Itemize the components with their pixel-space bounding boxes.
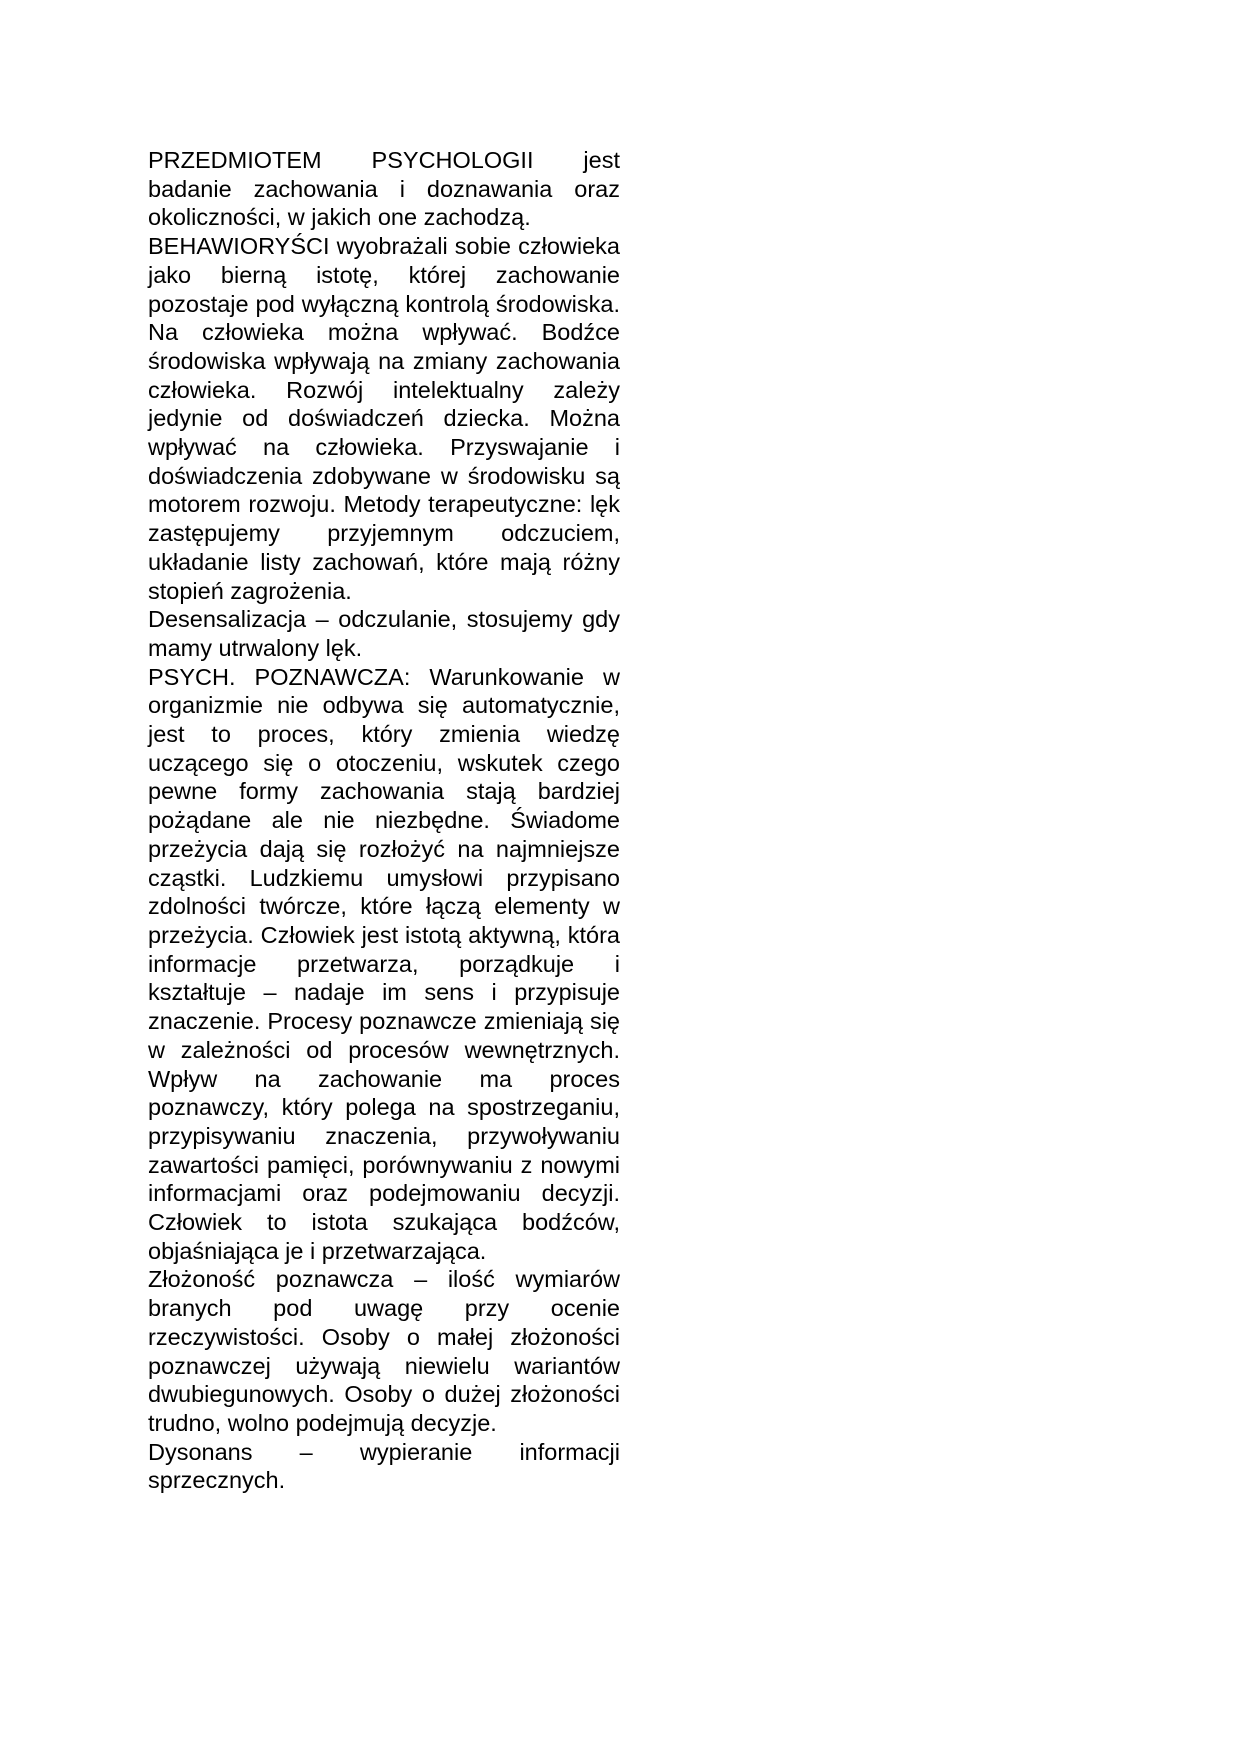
paragraph-dysonans: Dysonans – wypieranie informacji sprzecznych. <box>148 1438 620 1494</box>
paragraph-behawiorysci: BEHAWIORYŚCI wyobrażali sobie człowieka jako bierną istotę, której zachowanie pozostaje pod wyłączną kontrolą środowiska. Na człowieka można wpływać. Bodźce środowiska wpływają na zmiany zachowania człowieka. Rozwój intelektualny zależy jedynie od doświadczeń dziecka. Można wpływać na człowieka. Przyswajanie i doświadczenia zdobywane w środowisku są motorem rozwoju. Metody terapeutyczne: lęk zastępujemy przyjemnym odczuciem, układanie listy zachowań, które mają różny stopień zagrożenia. <box>148 233 620 604</box>
paragraph-przedmiot-psychologii: PRZEDMIOTEM PSYCHOLOGII jest badanie zachowania i doznawania oraz okoliczności, w jakich one zachodzą. <box>148 147 620 231</box>
document-text <box>148 146 620 1495</box>
paragraph-psychologia-poznawcza: PSYCH. POZNAWCZA: Warunkowanie w organizmie nie odbywa się automatycznie, jest to proces, który zmienia wiedzę uczącego się o otoczeniu, wskutek czego pewne formy zachowania stają bardziej pożądane ale nie niezbędne. Świadome przeżycia dają się rozłożyć na najmniejsze cząstki. Ludzkiemu umysłowi przypisano zdolności twórcze, które łączą elementy w przeżycia. Człowiek jest istotą aktywną, która informacje przetwarza, porządkuje i kształtuje – nadaje im sens i przypisuje znaczenie. Procesy poznawcze zmieniają się w zależności od procesów wewnętrznych. Wpływ na zachowanie ma proces poznawczy, który polega na spostrzeganiu, przypisywaniu znaczenia, przywoływaniu zawartości pamięci, porównywaniu z nowymi informacjami oraz podejmowaniu decyzji. Człowiek to istota szukająca bodźców, objaśniająca je i przetwarzająca. <box>148 663 620 1264</box>
paragraph-desensalizacja: Desensalizacja – odczulanie, stosujemy gdy mamy utrwalony lęk. <box>148 606 620 661</box>
paragraph-zlozonosc-poznawcza: Złożoność poznawcza – ilość wymiarów branych pod uwagę przy ocenie rzeczywistości. Osoby o małej złożoności poznawczej używają niewielu wariantów dwubiegunowych. Osoby o dużej złożoności trudno, wolno podejmują decyzje. <box>148 1266 620 1436</box>
